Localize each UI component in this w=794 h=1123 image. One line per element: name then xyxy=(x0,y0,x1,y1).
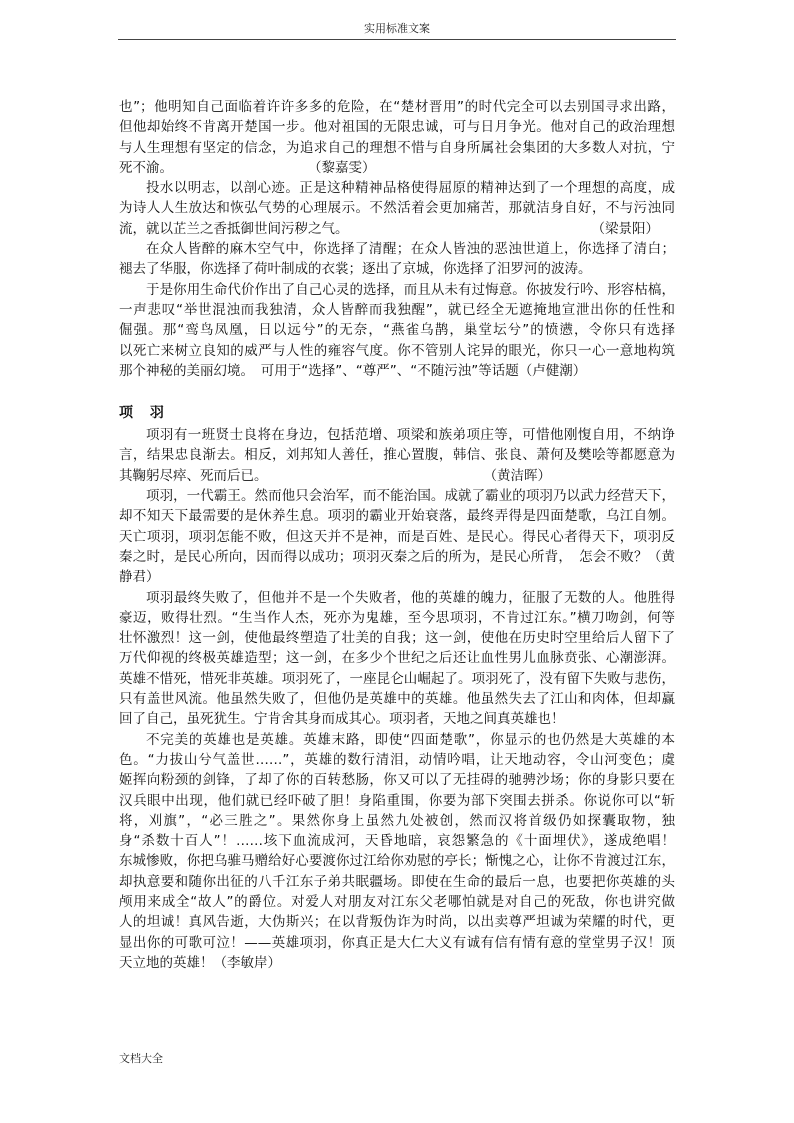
text-line: 静君） xyxy=(119,569,160,586)
text-line: 其鞠躬尽瘁、死而后已。 （黄洁晖） xyxy=(119,467,551,484)
text-line: 在众人皆醉的麻木空气中，你选择了清醒；在众人皆浊的恶浊世道上，你选择了清白； xyxy=(146,241,675,258)
document-body xyxy=(119,97,675,973)
text-line: 那个神秘的美丽幻境。 可用于“选择”、“尊严”、“不随污浊”等话题（卢健潮） xyxy=(119,362,587,379)
spacer xyxy=(119,381,675,401)
text-line: 项羽最终失败了，但他并不是一个失败者，他的英雄的魄力，征服了无数的人。他胜得 xyxy=(146,589,675,606)
paragraphs-xiang-yu xyxy=(119,425,675,973)
text-line: 于是你用生命代价作出了自己心灵的选择，而且从未有过悔意。你披发行吟、形容枯槁， xyxy=(146,281,675,298)
text-line: 天亡项羽，项羽怎能不败，但这天并不是神，而是百姓、是民心。得民心者得天下，项羽反 xyxy=(119,528,675,545)
text-line: 项羽，一代霸王。然而他只会治军，而不能治国。成就了霸业的项羽乃以武力经营天下， xyxy=(146,488,675,505)
text-line: 却不知天下最需要的是休养生息。项羽的霸业开始衰落，最终弄得是四面楚歌，乌江自刎。 xyxy=(119,508,675,525)
page-header: 实用标准文案 xyxy=(364,22,430,35)
text-line: 也”；他明知自己面临着许许多多的危险，在“楚材晋用”的时代完全可以去别国寻求出路， xyxy=(119,99,675,115)
text-line: 流，就以芷兰之香抵御世间污秽之气。 （梁景阳） xyxy=(119,220,659,237)
text-line: 倔强。那“鸾鸟凤凰，日以远兮”的无奈，“燕雀乌鹊，巢堂坛兮”的愤懑，令你只有选择 xyxy=(119,322,675,339)
text-line: 东城惨败，你把乌骓马赠给好心要渡你过江给你劝慰的亭长；惭愧之心，让你不肯渡过江东， xyxy=(119,853,675,870)
text-line: 姬挥向粉颈的剑锋，了却了你的百转愁肠，你又可以了无挂碍的驰骋沙场；你的身影只要在 xyxy=(119,772,675,789)
text-line: 言，结果忠良渐去。相反，刘邦知人善任，推心置腹，韩信、张良、萧何及樊哙等都愿意为 xyxy=(119,447,675,464)
text-line: 却执意要和随你出征的八千江东子弟共眠疆场。即使在生命的最后一息，也要把你英雄的头 xyxy=(119,873,675,890)
text-line: 显出你的可歌可泣！——英雄项羽，你真正是大仁大义有诚有信有情有意的堂堂男子汉！顶 xyxy=(119,934,675,951)
text-line: 以死亡来树立良知的威严与人性的雍容气度。你不管别人诧异的眼光，你只一心一意地构筑 xyxy=(119,342,675,359)
text-line: 天立地的英雄！（李敏岸） xyxy=(119,954,281,971)
paragraphs-qu-yuan xyxy=(119,97,675,381)
text-line: 一声悲叹“举世混浊而我独清，众人皆醉而我独醒”，就已经全无遮掩地宣泄出你的任性和 xyxy=(119,301,675,318)
text-line: 秦之时，是民心所向，因而得以成功；项羽灭秦之后的所为，是民心所背， 怎会不败？（黄 xyxy=(119,548,675,565)
text-line: 将，刈旗”，“必三胜之”。果然你身上虽然九处被创，然而汉将首级仍如探囊取物，独 xyxy=(119,812,675,829)
text-line: 但他却始终不肯离开楚国一步。他对祖国的无限忠诚，可与日月争光。他对自己的政治理想 xyxy=(119,119,675,136)
text-line: 褪去了华服，你选择了荷叶制成的衣裳；逐出了京城，你选择了汨罗河的波涛。 xyxy=(119,261,592,278)
text-line: 项羽有一班贤士良将在身边，包括范增、项梁和族弟项庄等，可惜他刚愎自用，不纳诤 xyxy=(146,427,675,444)
text-line: 身“杀数十百人”！……垓下血流成河，天昏地暗，哀怨繁急的《十面埋伏》，遂成绝唱！ xyxy=(119,833,675,850)
text-line: 投水以明志，以剖心迹。正是这种精神品格使得屈原的精神达到了一个理想的高度，成 xyxy=(146,180,675,197)
text-line: 回了自己，虽死犹生。宁肯舍其身而成其心。项羽者，天地之间真英雄也！ xyxy=(119,711,565,728)
header-divider xyxy=(118,39,676,40)
section-title-xiang-yu: 项 羽 xyxy=(119,405,170,422)
text-line: 只有盖世风流。他虽然失败了，但他仍是英雄中的英雄。他虽然失去了江山和肉体，但却赢 xyxy=(119,691,675,708)
text-line: 万代仰视的终极英雄造型；这一剑，在多少个世纪之后还让血性男儿血脉贲张、心潮澎湃。 xyxy=(119,650,675,667)
text-line: 壮怀激烈！这一剑，使他最终塑造了壮美的自我；这一剑，使他在历史时空里给后人留下了 xyxy=(119,630,675,647)
text-line: 颅用来成全“故人”的爵位。对爱人对朋友对江东父老哪怕就是对自己的死敌，你也讲究做 xyxy=(119,893,675,910)
text-line: 豪迈，败得壮烈。“生当作人杰，死亦为鬼雄，至今思项羽，不肯过江东。”横刀吻剑，何等 xyxy=(119,609,675,626)
text-line: 与人生理想有坚定的信念，为追求自己的理想不惜与自身所属社会集团的大多数人对抗，宁 xyxy=(119,139,675,156)
text-line: 色。“力拔山兮气盖世……”，英雄的数行清泪，动情吟唱，让天地动容，令山河变色；虞 xyxy=(119,751,675,768)
text-line: 死不渝。 （黎嘉雯） xyxy=(119,159,376,176)
page-footer: 文档大全 xyxy=(119,1052,163,1065)
text-line: 不完美的英雄也是英雄。英雄末路，即使“四面楚歌”，你显示的也仍然是大英雄的本 xyxy=(146,731,675,748)
text-line: 英雄不惜死，惜死非英雄。项羽死了，一座昆仑山崛起了。项羽死了，没有留下失败与悲伤， xyxy=(119,670,675,687)
text-line: 汉兵眼中出现，他们就已经吓破了胆！身陷重围，你要为部下突围去拼杀。你说你可以“斩 xyxy=(119,792,675,809)
text-line: 为诗人人生放达和恢弘气势的心理展示。不然活着会更加痛苦，那就洁身自好，不与污浊同 xyxy=(119,200,675,217)
text-line: 人的坦诚！真风告逝，大伪斯兴；在以背叛伪诈为时尚，以出卖尊严坦诚为荣耀的时代，更 xyxy=(119,914,675,931)
